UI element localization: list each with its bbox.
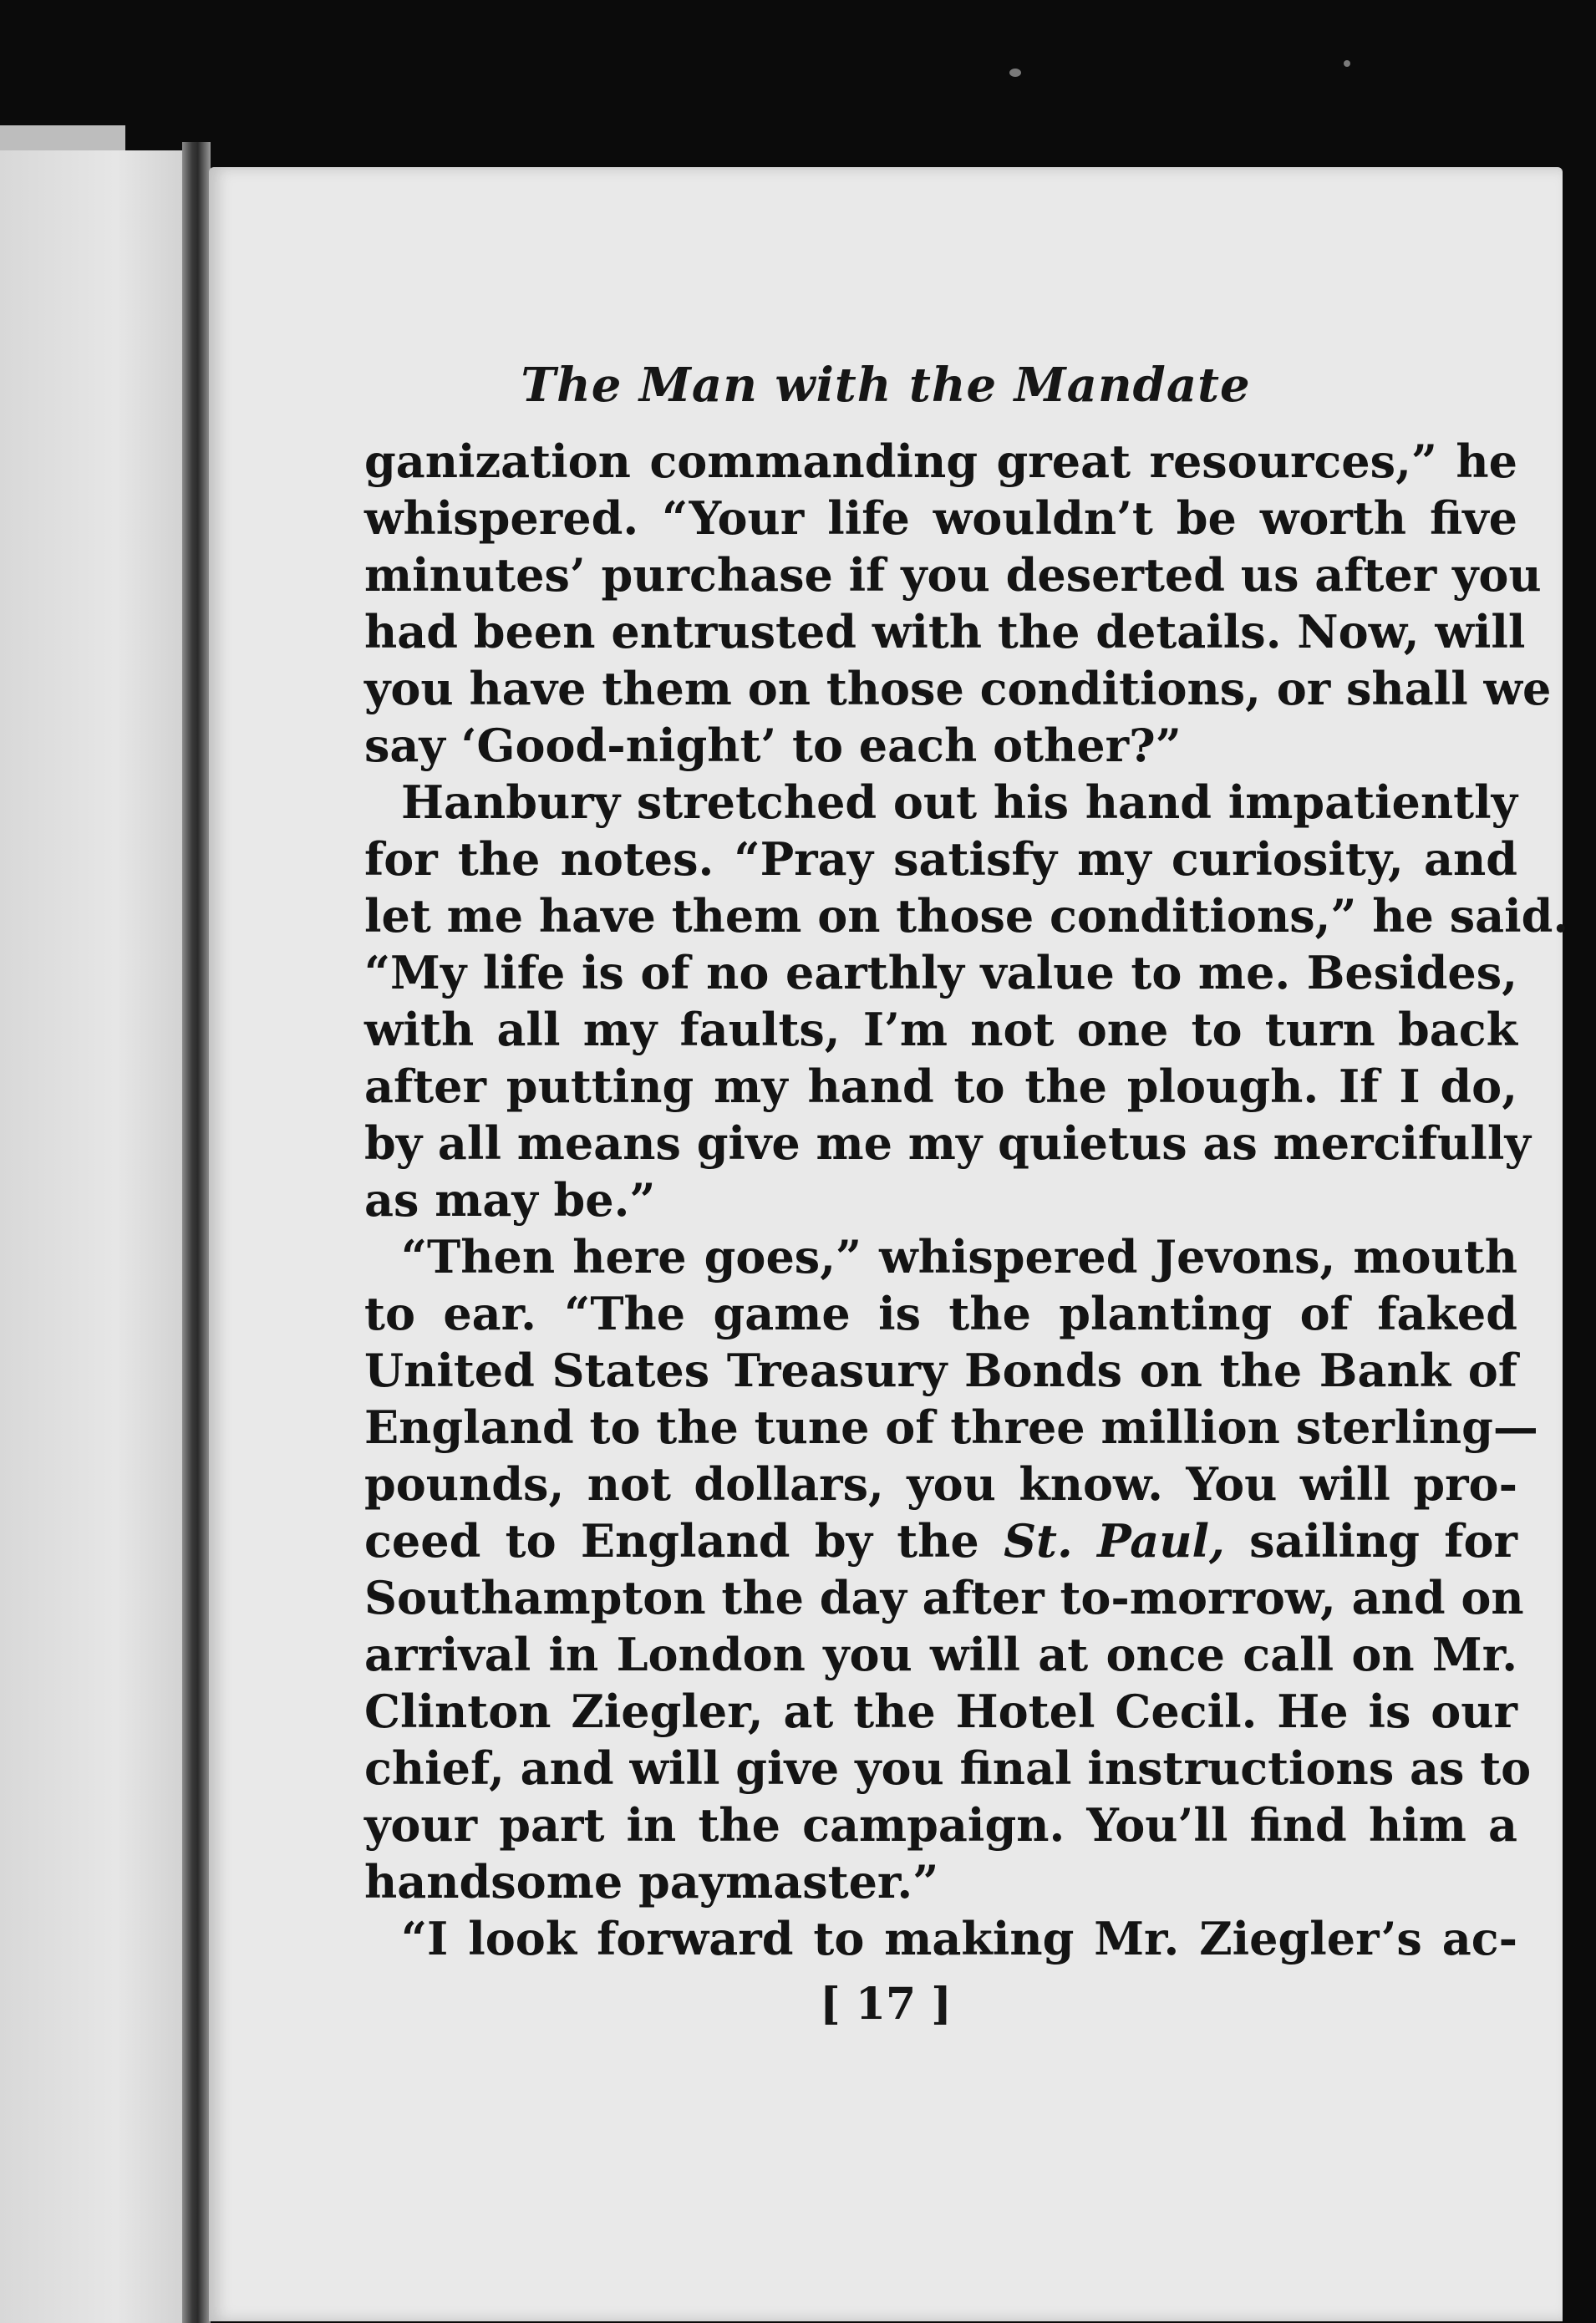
text-line: let me have them on those conditions,” he said. xyxy=(364,889,1569,943)
text-line: Southampton the day after to-morrow, and on xyxy=(364,1571,1524,1624)
left-page-strip xyxy=(0,125,125,152)
text-line: by all means give me my quietus as mercifully xyxy=(364,1116,1531,1170)
text-line: chief, and will give you final instructions as to xyxy=(364,1741,1532,1795)
text-line: had been entrusted with the details. Now, will xyxy=(364,605,1526,658)
text-line: your part in the campaign. You’ll find him a xyxy=(364,1798,1517,1852)
text-line: say ‘Good-night’ to each other?” xyxy=(364,719,1182,772)
text-line: whispered. “Your life wouldn’t be worth five xyxy=(364,491,1517,545)
running-head: The Man with the Mandate xyxy=(521,358,1251,413)
book-gutter xyxy=(182,142,211,2323)
text-line: minutes’ purchase if you deserted us after you xyxy=(364,548,1542,602)
ink-speck xyxy=(1009,69,1021,77)
previous-page-edge xyxy=(0,150,194,2323)
text-line: as may be.” xyxy=(364,1173,656,1227)
text-line: Hanbury stretched out his hand impatiently xyxy=(401,775,1517,829)
page-number: [ 17 ] xyxy=(820,1979,952,2030)
text-line: pounds, not dollars, you know. You will pro- xyxy=(364,1457,1517,1511)
text-line: arrival in London you will at once call on Mr. xyxy=(364,1628,1517,1681)
book-page xyxy=(209,167,1569,2321)
text-line: you have them on those conditions, or shall we xyxy=(364,662,1552,715)
text-line: ceed to England by the St. Paul, sailing for xyxy=(364,1514,1517,1568)
text-line: for the notes. “Pray satisfy my curiosity, and xyxy=(364,832,1517,886)
ink-speck xyxy=(1344,60,1350,67)
text-line: after putting my hand to the plough. If I do, xyxy=(364,1060,1517,1113)
ship-name: St. Paul, xyxy=(1004,1514,1225,1568)
text-line: “Then here goes,” whispered Jevons, mouth xyxy=(401,1230,1517,1283)
text-line: Clinton Ziegler, at the Hotel Cecil. He is our xyxy=(364,1685,1517,1738)
text-line: with all my faults, I’m not one to turn back xyxy=(364,1003,1517,1056)
text-line: “I look forward to making Mr. Ziegler’s ac- xyxy=(401,1912,1517,1965)
text-line: to ear. “The game is the planting of faked xyxy=(364,1287,1517,1340)
text-line: “My life is of no earthly value to me. Besides, xyxy=(364,946,1517,999)
body-text xyxy=(364,433,1569,1967)
text-line: ganization commanding great resources,” he xyxy=(364,435,1517,488)
text-line: England to the tune of three million sterling— xyxy=(364,1400,1538,1454)
text-line: handsome paymaster.” xyxy=(364,1855,939,1909)
text-line: United States Treasury Bonds on the Bank of xyxy=(364,1344,1517,1397)
